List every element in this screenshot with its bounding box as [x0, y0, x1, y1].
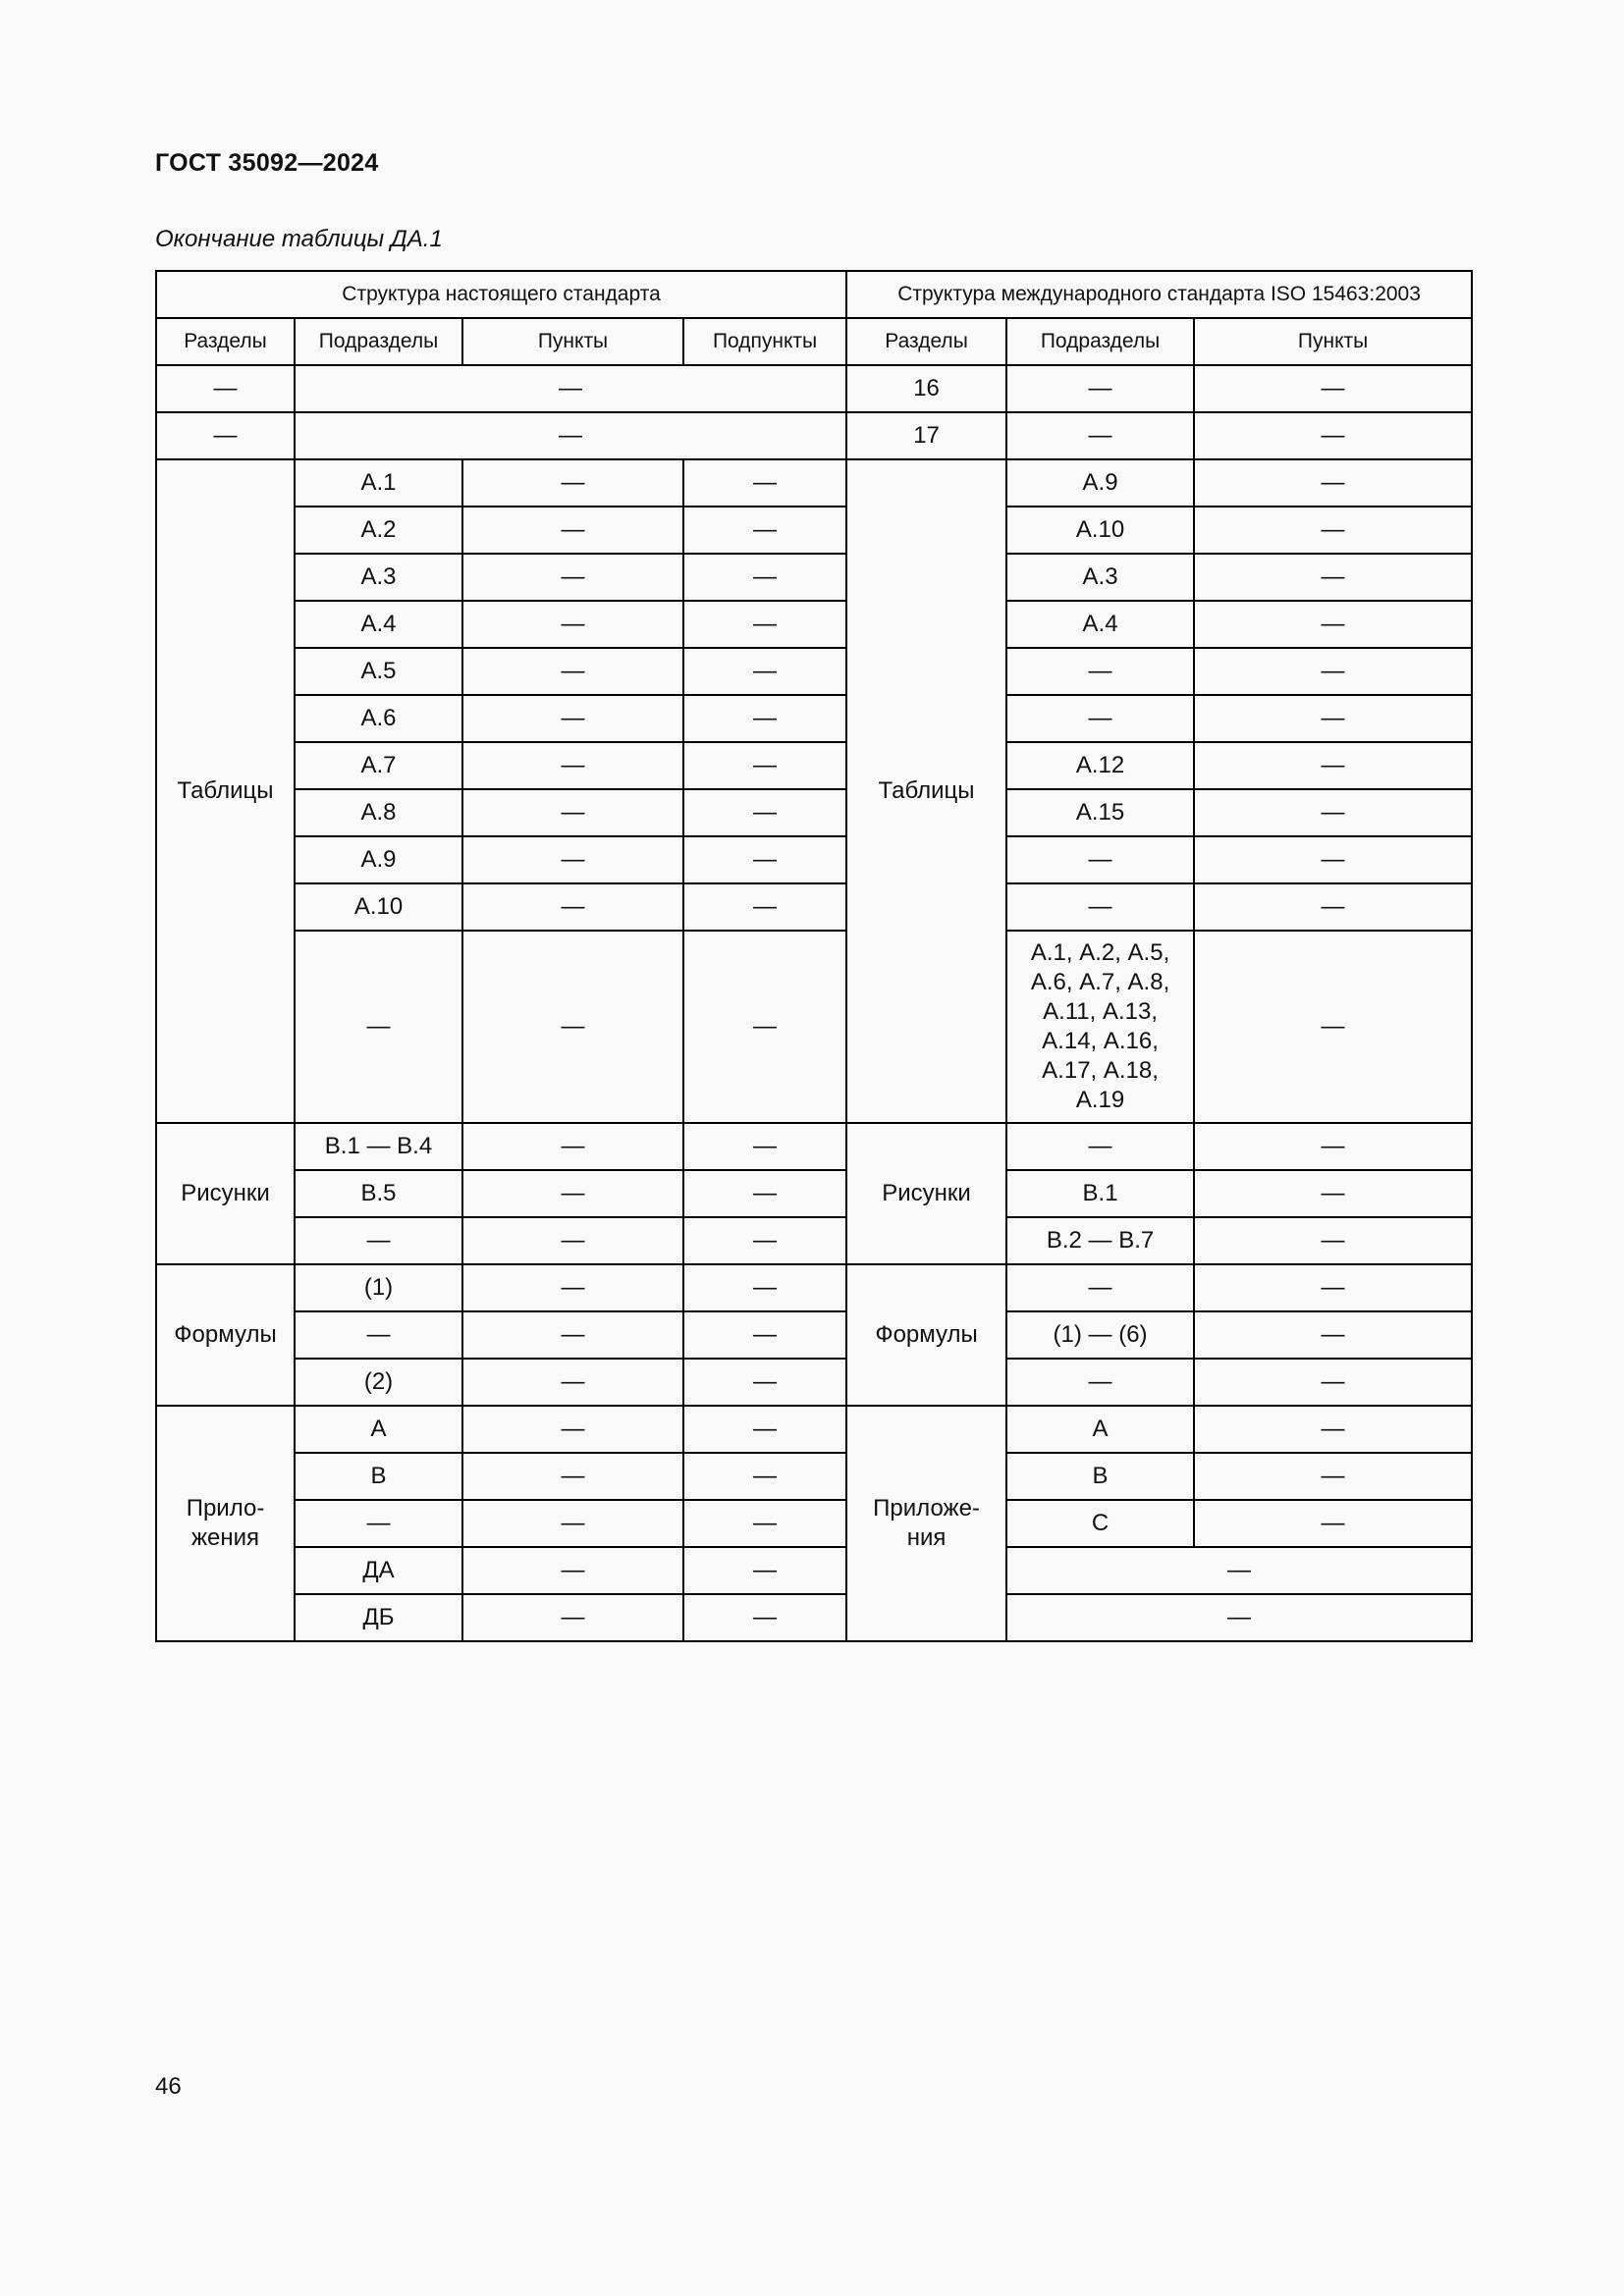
cell-line: Приложе- [873, 1495, 980, 1522]
group-label-appendices-left [156, 1406, 295, 1641]
table-cell: — [683, 1453, 846, 1500]
table-cell: А [295, 1406, 462, 1453]
table-cell: 17 [846, 412, 1006, 459]
table-cell: — [1006, 648, 1194, 695]
table-cell: А.9 [295, 836, 462, 883]
table-cell: В.5 [295, 1170, 462, 1217]
table-cell: — [683, 1359, 846, 1406]
table-cell: — [462, 1547, 683, 1594]
table-cell: А.15 [1006, 789, 1194, 836]
cell-line: А.14, А.16, [1042, 1028, 1159, 1054]
table-cell: — [462, 1170, 683, 1217]
table-cell: — [683, 695, 846, 742]
col-header-clauses-left: Пункты [462, 318, 683, 365]
table-cell: — [462, 742, 683, 789]
table-cell: А.1 [295, 459, 462, 507]
table-cell: — [1194, 883, 1472, 931]
table-row [156, 1500, 1472, 1547]
table-row [156, 507, 1472, 554]
table-row [156, 1547, 1472, 1594]
table-cell: — [1194, 836, 1472, 883]
table-row [156, 1123, 1472, 1170]
table-cell: — [295, 1311, 462, 1359]
table-cell: — [683, 931, 846, 1123]
table-cell: — [683, 883, 846, 931]
page-number: 46 [155, 2073, 182, 2100]
table-cell: А.12 [1006, 742, 1194, 789]
table-cell: — [462, 554, 683, 601]
cell-line: А.1, А.2, А.5, [1030, 939, 1170, 966]
table-cell: — [462, 789, 683, 836]
table-row [156, 931, 1472, 1123]
table-cell: — [1194, 459, 1472, 507]
table-cell: (1) — (6) [1006, 1311, 1194, 1359]
table-cell: А.7 [295, 742, 462, 789]
table-cell: — [462, 1359, 683, 1406]
table-cell: — [1006, 883, 1194, 931]
table-cell: А.5 [295, 648, 462, 695]
table-cell: — [462, 1453, 683, 1500]
table-cell: — [1194, 507, 1472, 554]
table-cell: — [1194, 1217, 1472, 1264]
table-cell: — [156, 412, 295, 459]
table-cell: — [1194, 1170, 1472, 1217]
table-cell: — [1194, 1453, 1472, 1500]
table-cell: — [683, 554, 846, 601]
table-cell: — [1194, 1264, 1472, 1311]
table-cell: — [295, 412, 846, 459]
col-header-subclauses-left: Подпункты [683, 318, 846, 365]
table-cell: (2) [295, 1359, 462, 1406]
table-cell: — [1194, 1311, 1472, 1359]
group-header-international: Структура международного стандарта ISO 15463:2003 [846, 271, 1472, 318]
table-row [156, 1594, 1472, 1641]
group-label-tables-left: Таблицы [156, 459, 295, 1123]
table-cell: — [1194, 695, 1472, 742]
table-cell: В.1 — В.4 [295, 1123, 462, 1170]
table-cell: — [1194, 554, 1472, 601]
cell-line: А.6, А.7, А.8, [1030, 969, 1170, 995]
table-cell: — [462, 507, 683, 554]
col-header-sections-left: Разделы [156, 318, 295, 365]
table-cell: — [462, 1311, 683, 1359]
table-cell: — [683, 1311, 846, 1359]
table-cell: — [1194, 1123, 1472, 1170]
table-cell: — [683, 507, 846, 554]
table-row [156, 1453, 1472, 1500]
table-cell: — [1194, 789, 1472, 836]
cell-line: Прило- [186, 1495, 265, 1522]
table-row [156, 742, 1472, 789]
document-header: ГОСТ 35092—2024 [155, 149, 379, 177]
table-cell: А.6 [295, 695, 462, 742]
table-cell: — [683, 1547, 846, 1594]
table-cell: А.2 [295, 507, 462, 554]
table-cell: В.1 [1006, 1170, 1194, 1217]
table-cell: — [683, 1594, 846, 1641]
table-cell: А.3 [1006, 554, 1194, 601]
structure-comparison-table [155, 270, 1473, 1642]
table-cell: — [1006, 1594, 1472, 1641]
cell-line: жения [190, 1524, 260, 1551]
cell-line: А.19 [1075, 1087, 1125, 1113]
table-row [156, 883, 1472, 931]
table-cell: В [1006, 1453, 1194, 1500]
table-cell: — [462, 1264, 683, 1311]
table-cell: — [1194, 1359, 1472, 1406]
cell-line: ния [906, 1524, 947, 1551]
table-cell: — [683, 1406, 846, 1453]
table-cell: — [1006, 1264, 1194, 1311]
table-cell: — [462, 1594, 683, 1641]
table-cell: — [1194, 1500, 1472, 1547]
table-cell: А.10 [295, 883, 462, 931]
group-label-formulas-right: Формулы [846, 1264, 1006, 1406]
group-label-appendices-right [846, 1406, 1006, 1641]
table-cell: — [295, 1500, 462, 1547]
table-cell: — [1194, 365, 1472, 412]
table-cell: ДА [295, 1547, 462, 1594]
group-header-row [156, 271, 1472, 318]
table-cell: А [1006, 1406, 1194, 1453]
table-cell: В.2 — В.7 [1006, 1217, 1194, 1264]
table-cell: — [683, 1123, 846, 1170]
table-row [156, 789, 1472, 836]
table-cell: — [683, 1217, 846, 1264]
table-cell: (1) [295, 1264, 462, 1311]
table-cell: А.8 [295, 789, 462, 836]
table-cell: — [1194, 931, 1472, 1123]
table-cell: — [462, 459, 683, 507]
table-cell: А.9 [1006, 459, 1194, 507]
table-cell: — [295, 931, 462, 1123]
table-cell: — [462, 648, 683, 695]
table-cell: — [683, 742, 846, 789]
table-caption: Окончание таблицы ДА.1 [155, 226, 443, 252]
table-cell: — [1006, 1359, 1194, 1406]
table-cell: — [1006, 365, 1194, 412]
table-cell: — [1006, 836, 1194, 883]
table-cell: — [295, 1217, 462, 1264]
table-cell: — [683, 1264, 846, 1311]
group-label-tables-right: Таблицы [846, 459, 1006, 1123]
table-row [156, 1406, 1472, 1453]
table-cell: А.10 [1006, 507, 1194, 554]
table-cell: — [1194, 412, 1472, 459]
table-cell: — [1194, 648, 1472, 695]
table-cell: — [156, 365, 295, 412]
cell-line: А.11, А.13, [1043, 998, 1159, 1025]
table-cell: — [1194, 1406, 1472, 1453]
table-cell: 16 [846, 365, 1006, 412]
table-cell: — [683, 648, 846, 695]
table-cell: — [462, 601, 683, 648]
table-cell: — [683, 1500, 846, 1547]
table-cell: — [1006, 412, 1194, 459]
table-row [156, 412, 1472, 459]
group-label-figures-right: Рисунки [846, 1123, 1006, 1264]
table-cell: — [683, 836, 846, 883]
table-cell: — [683, 1170, 846, 1217]
table-row [156, 836, 1472, 883]
table-row [156, 459, 1472, 507]
table-cell: — [683, 601, 846, 648]
table-cell: — [1194, 601, 1472, 648]
table-cell: — [1006, 1547, 1472, 1594]
table-cell: — [462, 1406, 683, 1453]
table-row [156, 601, 1472, 648]
table-row [156, 1311, 1472, 1359]
col-header-subsections-right: Подразделы [1006, 318, 1194, 365]
table-cell: А.3 [295, 554, 462, 601]
col-header-sections-right: Разделы [846, 318, 1006, 365]
table-cell: — [1006, 695, 1194, 742]
table-cell: — [462, 931, 683, 1123]
table-row [156, 1170, 1472, 1217]
table-row [156, 648, 1472, 695]
table-cell: — [462, 1217, 683, 1264]
table-cell: — [683, 459, 846, 507]
table-cell: — [462, 883, 683, 931]
group-label-formulas-left: Формулы [156, 1264, 295, 1406]
table-row [156, 1264, 1472, 1311]
table-cell: А.4 [1006, 601, 1194, 648]
table-cell: А.4 [295, 601, 462, 648]
table-row [156, 1359, 1472, 1406]
table-cell: В [295, 1453, 462, 1500]
table-cell: — [462, 836, 683, 883]
table-row [156, 554, 1472, 601]
group-header-this-standard: Структура настоящего стандарта [156, 271, 846, 318]
table-cell: — [462, 1123, 683, 1170]
col-header-subsections-left: Подразделы [295, 318, 462, 365]
table-cell: С [1006, 1500, 1194, 1547]
group-label-figures-left: Рисунки [156, 1123, 295, 1264]
table-cell-multiline [1006, 931, 1194, 1123]
table-cell: — [1194, 742, 1472, 789]
table-row [156, 365, 1472, 412]
table-cell: ДБ [295, 1594, 462, 1641]
table-row [156, 1217, 1472, 1264]
table-row [156, 695, 1472, 742]
table-cell: — [295, 365, 846, 412]
table-cell: — [462, 1500, 683, 1547]
col-header-clauses-right: Пункты [1194, 318, 1472, 365]
table-cell: — [683, 789, 846, 836]
cell-line: А.17, А.18, [1042, 1057, 1159, 1084]
column-header-row [156, 318, 1472, 365]
table-cell: — [1006, 1123, 1194, 1170]
table-cell: — [462, 695, 683, 742]
